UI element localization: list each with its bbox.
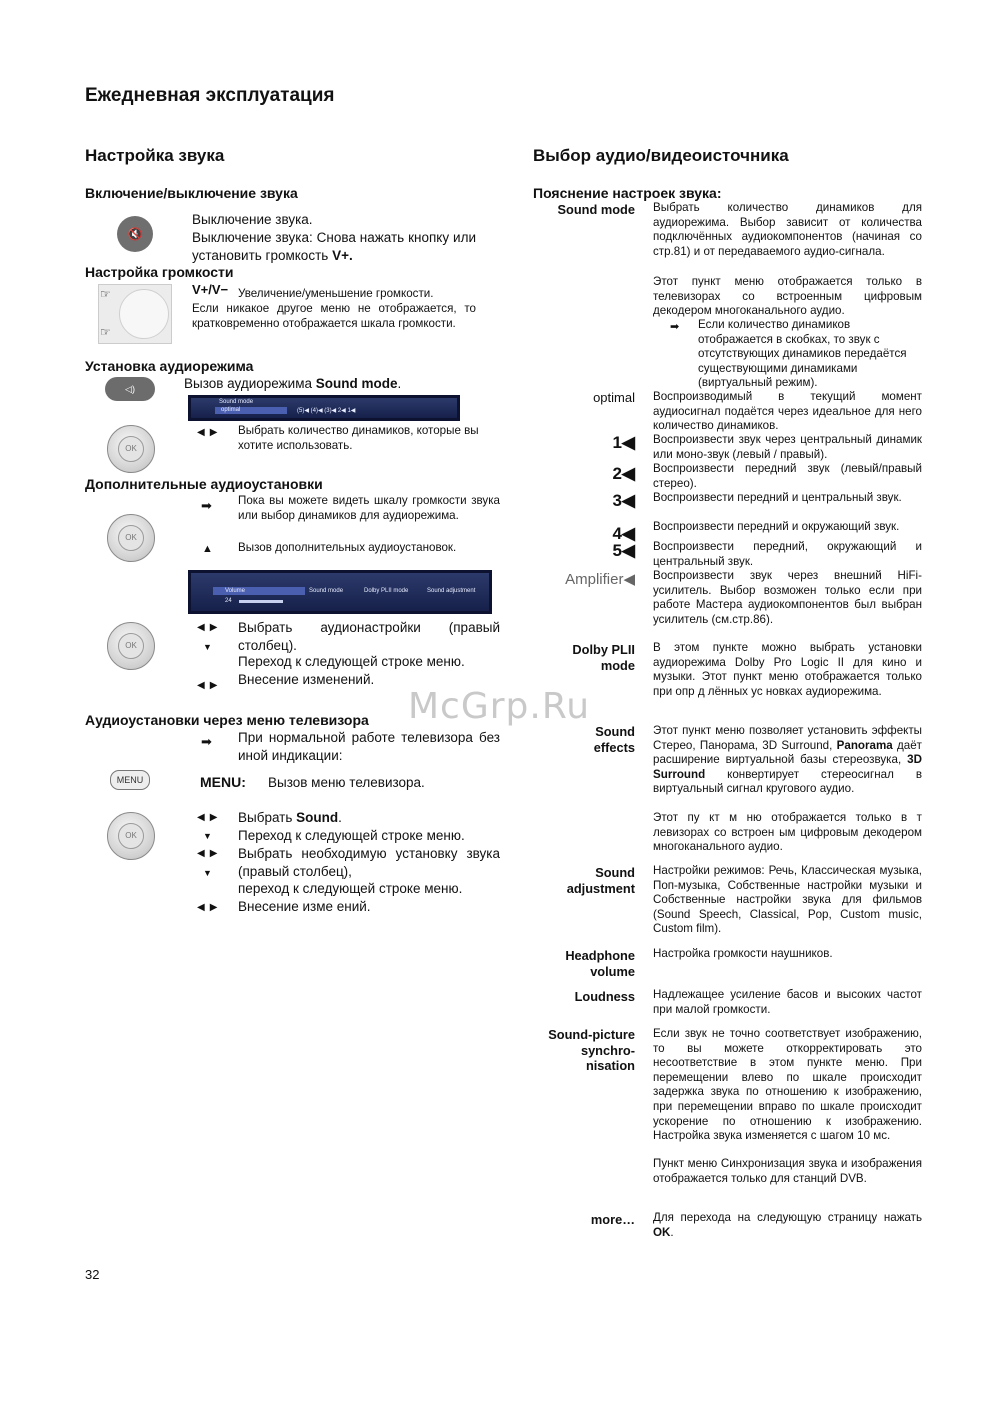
osd-value: optimal (221, 407, 241, 413)
label-optimal: optimal (593, 390, 635, 405)
osd-tab-sound-mode: Sound mode (309, 588, 344, 594)
loudness-text: Надлежащее усиление басов и высоких частот при малой громкости. (653, 988, 922, 1016)
volume-keys-icon: ☞ ☞ (98, 284, 172, 344)
volume-osd (188, 570, 492, 614)
mode-1-text: Воспроизвести звук через центральный динамик или моно-звук (левый / правый). (653, 433, 922, 461)
mute-text-1: Выключение звука. (192, 212, 313, 227)
arrow-up-icon: ▲ (202, 543, 213, 555)
volume-heading: Настройка громкости (85, 264, 234, 280)
audiomode-select-text: Выбрать количество динамиков, которые вы хотите использовать. (238, 424, 479, 452)
label-more: more… (590, 1212, 635, 1227)
page-number: 32 (85, 1267, 100, 1282)
mode-5-text: Воспроизвести передний, окружающий и центральный звук. (653, 540, 922, 568)
remote-dpad-icon-2: OK (107, 514, 155, 562)
watermark: McGrp.Ru (408, 686, 591, 727)
amplifier-icon: Amplifier◀ (565, 571, 635, 588)
speaker-4-icon: 4◀ (612, 524, 635, 543)
tvmenu-step-2: Переход к следующей строке меню. (238, 828, 465, 843)
soundmode-osd (188, 395, 460, 421)
arrow-down-icon-2: ▼ (203, 831, 212, 841)
mode-optimal-text: Воспроизводимый в текущий момент аудиосигнал подаётся через идеальное для него количество динамиков. (653, 390, 922, 433)
additional-note: Пока вы можете видеть шкалу громкости звука или выбор динамиков для аудиорежима. (238, 494, 500, 522)
arrow-right-icon-2: ➡ (201, 734, 212, 749)
osd-options: (5)◀ (4)◀ (3)◀ 2◀ 1◀ (297, 408, 356, 414)
audiomode-heading: Установка аудиорежима (85, 358, 254, 374)
tvmenu-step-1: Выбрать Sound. (238, 810, 342, 825)
arrow-right-icon: ➡ (201, 498, 212, 513)
left-right-arrows-icon-6: ◀▶ (197, 902, 223, 913)
label-sound-mode: Sound mode (557, 202, 635, 217)
settings-subheading: Пояснение настроек звука: (533, 185, 722, 201)
page-title: Ежедневная эксплуатация (85, 85, 335, 106)
label-sound-effects: Sound effects (593, 724, 635, 755)
label-loudness: Loudness (574, 989, 635, 1004)
mute-heading: Включение/выключение звука (85, 185, 298, 201)
additional-step-1: Выбрать аудионастройки (правый столбец). (238, 620, 500, 653)
speaker-2-icon: 2◀ (612, 464, 635, 483)
menu-label: MENU: (200, 774, 246, 790)
tvmenu-heading: Аудиоустановки через меню телевизора (85, 712, 369, 728)
osd-volume-value: 24 (225, 598, 232, 604)
sound-mode-note: Если количество динамиков отображается в скобках, то звук с отсутствующих динамиков передаётся существующими динамиками (виртуальный режим). (698, 318, 907, 390)
audiomode-call: Вызов аудиорежима Sound mode. (184, 376, 402, 391)
left-right-arrows-icon-3: ◀▶ (197, 680, 223, 691)
osd-tab-dolby: Dolby PLII mode (364, 588, 409, 594)
label-sync: Sound-picture synchro-nisation (548, 1027, 635, 1073)
osd-title: Sound mode (219, 399, 254, 405)
mode-amplifier-text: Воспроизвести звук через внешний HiFi-усилитель. Выбор возможен только если при работе Мастера аудиокомпонентов был выбран усилитель (см.стр.86). (653, 569, 922, 626)
volume-keys-label: V+/V− (192, 282, 229, 297)
osd-volume-label: Volume (225, 588, 246, 594)
arrow-right-icon-3: ➡ (670, 321, 680, 333)
mode-3-text: Воспроизвести передний и центральный звук. (653, 491, 902, 504)
osd-tab-sound-adjustment: Sound adjustment (427, 588, 476, 594)
left-right-arrows-icon-4: ◀▶ (197, 812, 223, 823)
sync-text-1: Если звук не точно соответствует изображению, то вы можете откорректировать это несоответствие в этом пункте меню. При перемещении влево по шкале происходит задержка звука по отношению к изображению, при перемещении вправо по шкале происходит ускорение по отношению к изображению. Настройка звука изменяется с шагом 10 мс. (653, 1027, 922, 1143)
dolby-text: В этом пункте можно выбрать установки аудиорежима Dolby Pro Logic II для кино и музыки. Этот пункт меню отображается только при опр д лённых ус новках аудиорежима. (653, 641, 922, 698)
sound-mode-text-2: Этот пункт меню отображается только в телевизорах со встроенным цифровым декодером многоканального аудио. (653, 275, 922, 318)
arrow-down-icon: ▼ (203, 642, 212, 652)
sync-text-2: Пункт меню Синхронизация звука и изображения отображается только для станций DVB. (653, 1157, 922, 1185)
tvmenu-step-4: переход к следующей строке меню. (238, 881, 463, 896)
label-sound-adjustment: Sound adjustment (566, 865, 635, 896)
remote-dpad-icon-3: OK (107, 622, 155, 670)
remote-dpad-icon-4: OK (107, 812, 155, 860)
mute-text-2: Выключение звука: Снова нажать кнопку или установить громкость V+. (192, 230, 476, 263)
adjustment-text: Настройки режимов: Речь, Классическая музыка, Поп-музыка, Собственные настройки музыки и Собственные настройки звука для фильмов (Sound Speech, Classical, Pop, Custom music, Custom film). (653, 864, 922, 936)
arrow-down-icon-3: ▼ (203, 868, 212, 878)
left-right-arrows-icon: ◀▶ (197, 427, 223, 438)
left-right-arrows-icon-5: ◀▶ (197, 848, 223, 859)
left-right-arrows-icon-2: ◀▶ (197, 622, 223, 633)
additional-step-2: Переход к следующей строке меню. (238, 654, 465, 669)
headphone-text: Настройка громкости наушников. (653, 947, 833, 960)
speaker-3-icon: 3◀ (612, 491, 635, 510)
mode-2-text: Воспроизвести передний звук (левый/правый стерео). (653, 462, 922, 490)
label-headphone: Headphone volume (565, 948, 635, 979)
section-title-source: Выбор аудио/видеоисточника (533, 146, 789, 165)
effects-text-2: Этот пу кт м ню отображается только в т левизорах со встроен ым цифровым декодером многоканального аудио. (653, 811, 922, 854)
speaker-5-icon: 5◀ (612, 541, 635, 560)
volume-text-2: Если никакое другое меню не отображается, то кратковременно отображается шкала громкости. (192, 302, 476, 330)
sound-mode-text-1: Выбрать количество динамиков для аудиорежима. Выбор зависит от количества подключённых аудиокомпонентов (начиная со стр.81) и от передаваемого аудио-сигнала. (653, 201, 922, 258)
additional-call: Вызов дополнительных аудиоустановок. (238, 541, 457, 554)
section-title-sound: Настройка звука (85, 146, 225, 165)
additional-step-3: Внесение изменений. (238, 672, 375, 687)
tvmenu-note: При нормальной работе телевизора без иной индикации: (238, 730, 500, 763)
sound-button-icon: ◁) (105, 377, 155, 401)
label-dolby: Dolby PLII mode (572, 642, 635, 673)
mode-4-text: Воспроизвести передний и окружающий звук. (653, 520, 900, 533)
additional-heading: Дополнительные аудиоустановки (85, 476, 323, 492)
remote-dpad-icon: OK (107, 425, 155, 473)
menu-text: Вызов меню телевизора. (268, 775, 425, 790)
menu-button-icon: MENU (110, 770, 150, 790)
more-text: Для перехода на следующую страницу нажать OK. (653, 1211, 922, 1239)
effects-text: Этот пункт меню позволяет установить эффекты Стерео, Панорама, 3D Surround, Panorama даёт расширение виртуальной базы стереозвука, 3D Surround конвертирует стереосигнал в виртуальный сигнал кругового аудио. (653, 724, 922, 796)
tvmenu-step-5: Внесение изме ений. (238, 899, 371, 914)
speaker-1-icon: 1◀ (612, 433, 635, 452)
mute-button-icon: 🔇 (117, 216, 153, 252)
volume-text-1: Увеличение/уменьшение громкости. (238, 287, 434, 300)
tvmenu-step-3: Выбрать необходимую установку звука (правый столбец), (238, 846, 500, 879)
